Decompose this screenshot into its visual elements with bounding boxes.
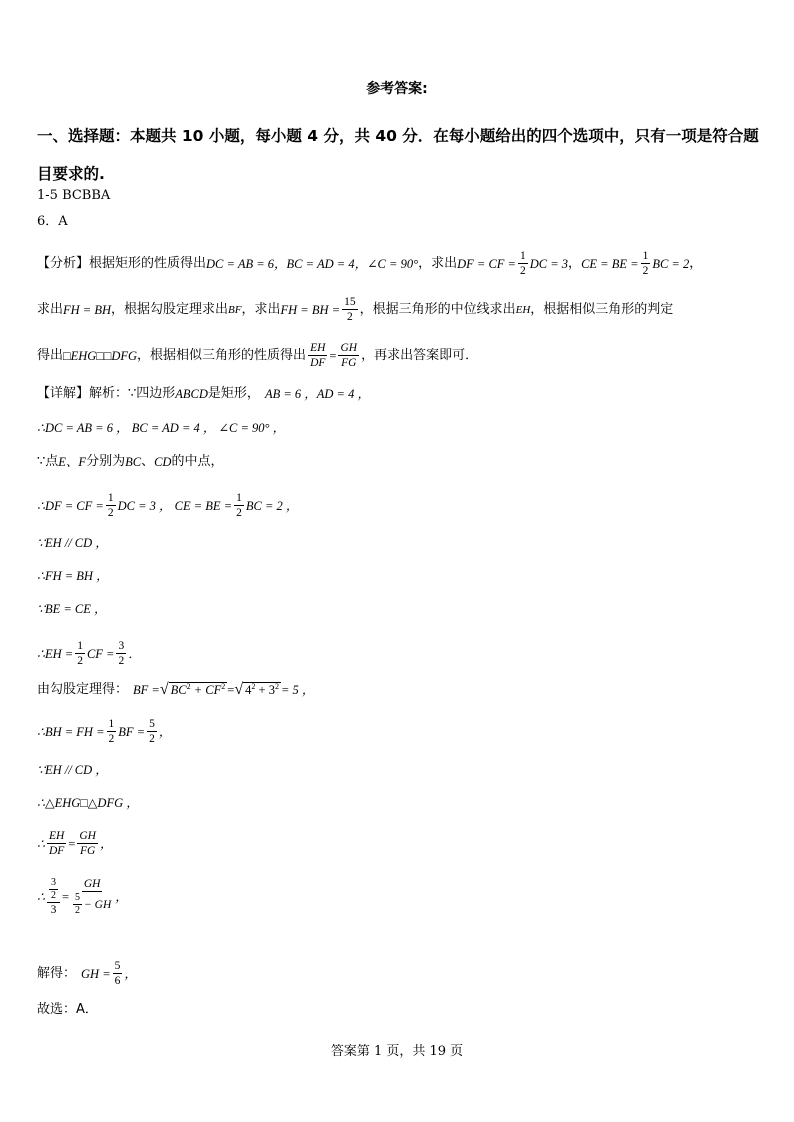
detail-line-5: ∴FH = BH ， bbox=[37, 569, 109, 583]
sqrt-bc-cf: √ $BC^2 + CF^2$ bbox=[159, 681, 226, 698]
answer-6: 6．A bbox=[37, 214, 68, 229]
section-heading: 一、选择题：本题共 10 小题，每小题 4 分，共 40 分．在每小题给出的四个选项中，只有一项是符合题目要求的. bbox=[37, 127, 759, 183]
detail-line-11: ∴△EHG□△DFG ， bbox=[37, 796, 139, 810]
detail-line-14: 解得： GH = $\frac{5}{6}$ ， bbox=[37, 960, 137, 987]
detail-line-13: ∴ $\frac{\frac{3}{2}}{3}$ = GH $\frac{5}{2}$ − GH ， bbox=[37, 877, 128, 916]
detail-line-15: 故选：A． bbox=[37, 1002, 98, 1017]
detail-line-9: ∴BH = FH = $\frac{1}{2}$ BF = $\frac{5}{2}$ ， bbox=[37, 718, 172, 745]
analysis-line-3: 得出 □EHG□□DFG ，根据相似三角形的性质得出 $\frac{EH}{DF}$ = $\frac{GH}{FG}$ ，再求出答案即可． bbox=[37, 342, 479, 369]
analysis-line-2: 求出 FH = BH ，根据勾股定理求出 BF ，求出 FH = BH = $\frac{15}{2}$ ，根据三角形的中位线求出 EH ，根据相似三角形的判定 bbox=[37, 296, 674, 323]
analysis-line-1: 【分析】根据矩形的性质得出 DC = AB = 6，BC = AD = 4，∠C = 90° ，求出 DF = CF = $\frac{1}{2}$ DC = 3 ， CE = BE = $\frac{1}{2}$ BC = 2 ， bbox=[37, 250, 703, 277]
fraction-eh-df: $\frac{EH}{DF}$ bbox=[310, 342, 326, 369]
fraction-15-2: $\frac{15}{2}$ bbox=[344, 296, 356, 323]
answers-1-5: 1-5 BCBBA bbox=[37, 188, 111, 203]
detail-line-1: ∴DC = AB = 6 ， BC = AD = 4 ， ∠C = 90° ， bbox=[37, 421, 286, 435]
fraction-gh-over-5-2-minus-gh: GH $\frac{5}{2}$ − GH bbox=[75, 878, 112, 916]
detail-line-8: 由勾股定理得： BF = √ $BC^2 + CF^2$ = √ $4^2 + 3^2$ = 5 ， bbox=[37, 681, 315, 698]
detail-line-12: ∴ $\frac{EH}{DF}$ = $\frac{GH}{FG}$ ， bbox=[37, 830, 113, 857]
page-footer: 答案第 1 页，共 19 页 bbox=[330, 1044, 464, 1059]
detail-line-10: ∵EH // CD ， bbox=[37, 763, 108, 777]
detail-line-7: ∴EH = $\frac{1}{2}$ CF = $\frac{3}{2}$ ． bbox=[37, 640, 141, 667]
page-title: 参考答案: bbox=[366, 81, 428, 97]
fraction-half: $\frac{1}{2}$ bbox=[519, 250, 526, 277]
detail-line-6: ∵BE = CE ， bbox=[37, 602, 107, 616]
detail-line-0: 【详解】解析：∵四边形 ABCD 是矩形， AB = 6 ，AD = 4 ， bbox=[37, 386, 370, 401]
fraction-half: $\frac{1}{2}$ bbox=[642, 250, 649, 277]
detail-line-4: ∵EH // CD ， bbox=[37, 536, 108, 550]
detail-line-2: ∵点 E、F 分别为 BC 、 CD 的中点， bbox=[37, 454, 224, 469]
fraction-nested-3-2-over-3: $\frac{\frac{3}{2}}{3}$ bbox=[47, 878, 60, 916]
fraction-gh-fg: $\frac{GH}{FG}$ bbox=[340, 342, 358, 369]
detail-line-3: ∴DF = CF = $\frac{1}{2}$ DC = 3 ， CE = BE = $\frac{1}{2}$ BC = 2 ， bbox=[37, 492, 299, 519]
sqrt-4-3: √ $4^2 + 3^2$ bbox=[234, 681, 279, 698]
